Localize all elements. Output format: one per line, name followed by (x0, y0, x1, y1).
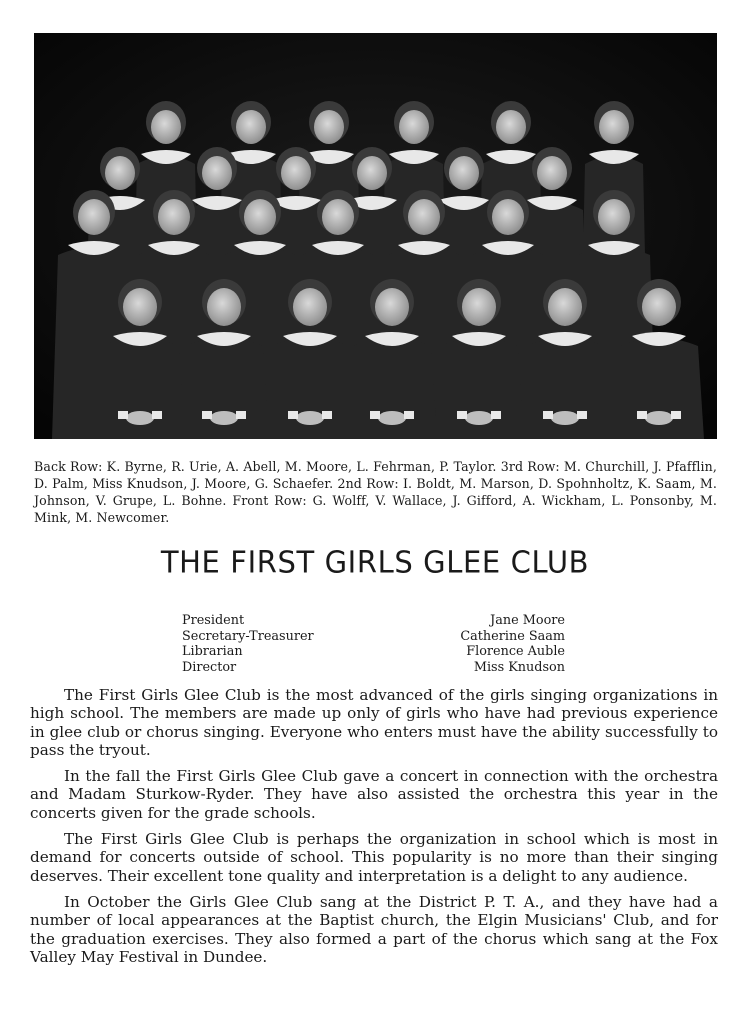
cuff (322, 411, 332, 419)
face (496, 110, 526, 144)
face (492, 199, 524, 235)
cuff (637, 411, 647, 419)
hands (465, 411, 493, 425)
face (322, 199, 354, 235)
face (202, 156, 232, 190)
officer-name: Catherine Saam (460, 628, 565, 644)
officer-role: President (182, 613, 245, 628)
hands (378, 411, 406, 425)
cuff (404, 411, 414, 419)
officer-name: Miss Knudson (473, 659, 565, 675)
page-title: THE FIRST GIRLS GLEE CLUB (160, 544, 590, 580)
face (375, 288, 409, 326)
face (151, 110, 181, 144)
face (449, 156, 479, 190)
face (357, 156, 387, 190)
cuff (370, 411, 380, 419)
face (642, 288, 676, 326)
officer-row (182, 660, 565, 676)
face (123, 288, 157, 326)
hands (296, 411, 324, 425)
article-body (30, 686, 718, 974)
cuff (152, 411, 162, 419)
face (158, 199, 190, 235)
officer-row (182, 613, 565, 629)
face (207, 288, 241, 326)
hands (551, 411, 579, 425)
face (548, 288, 582, 326)
cuff (118, 411, 128, 419)
cuff (236, 411, 246, 419)
paragraph: The First Girls Glee Club is perhaps the organization in school which is most in demand for concerts outside of school. This popularity is no more than their singing deserves. Their excellent tone quality and interpretation is a delight to any audience. (30, 830, 718, 885)
officer-row (182, 629, 565, 645)
photo-caption: Back Row: K. Byrne, R. Urie, A. Abell, M. Moore, L. Fehrman, P. Taylor. 3rd Row: M. Churchill, J. Pfafflin, D. Palm, Miss Knudson, J. Moore, G. Schaefer. 2nd Row: I. Boldt, M. Marson, D. Spohnholtz, K. Saam, M. Johnson, V. Grupe, L. Bohne. Front Row: G. Wolff, V. Wallace, J. Gifford, A. Wickham, L. Ponsonby, M. Mink, M. Newcomer. (34, 459, 717, 525)
cuff (288, 411, 298, 419)
hands (126, 411, 154, 425)
face (599, 110, 629, 144)
cuff (543, 411, 553, 419)
paragraph: In the fall the First Girls Glee Club gave a concert in connection with the orchestra and Madam Sturkow-Ryder. They have also assisted the orchestra this year in the concerts given for the grade schools. (30, 767, 718, 822)
officer-role: Secretary-Treasurer (182, 628, 314, 644)
group-photo (34, 33, 717, 439)
face (537, 156, 567, 190)
paragraph: In October the Girls Glee Club sang at the District P. T. A., and they have had a number of local appearances at the Baptist church, the Elgin Musicians' Club, and for the graduation exercises. They also formed a part of the chorus which sang at the Fox Valley May Festival in Dundee. (30, 892, 718, 966)
face (462, 288, 496, 326)
group-photo-illustration (34, 33, 717, 439)
face (244, 199, 276, 235)
officer-row (182, 644, 565, 660)
face (293, 288, 327, 326)
paragraph: The First Girls Glee Club is the most advanced of the girls singing organizations in high school. The members are made up only of girls who have had previous experience in glee club or chorus singing. Everyone who enters must have the ability successfully to pass the tryout. (30, 686, 718, 759)
face (598, 199, 630, 235)
face (314, 110, 344, 144)
hands (645, 411, 673, 425)
cuff (457, 411, 467, 419)
face (281, 156, 311, 190)
officer-role: Director (182, 659, 237, 675)
officer-name: Florence Auble (466, 644, 565, 659)
face (105, 156, 135, 190)
cuff (671, 411, 681, 419)
officer-role: Librarian (182, 644, 243, 659)
face (408, 199, 440, 235)
face (399, 110, 429, 144)
face (78, 199, 110, 235)
officers-list (182, 613, 565, 675)
cuff (491, 411, 501, 419)
officer-name: Jane Moore (490, 613, 565, 628)
hands (210, 411, 238, 425)
cuff (202, 411, 212, 419)
cuff (577, 411, 587, 419)
face (236, 110, 266, 144)
